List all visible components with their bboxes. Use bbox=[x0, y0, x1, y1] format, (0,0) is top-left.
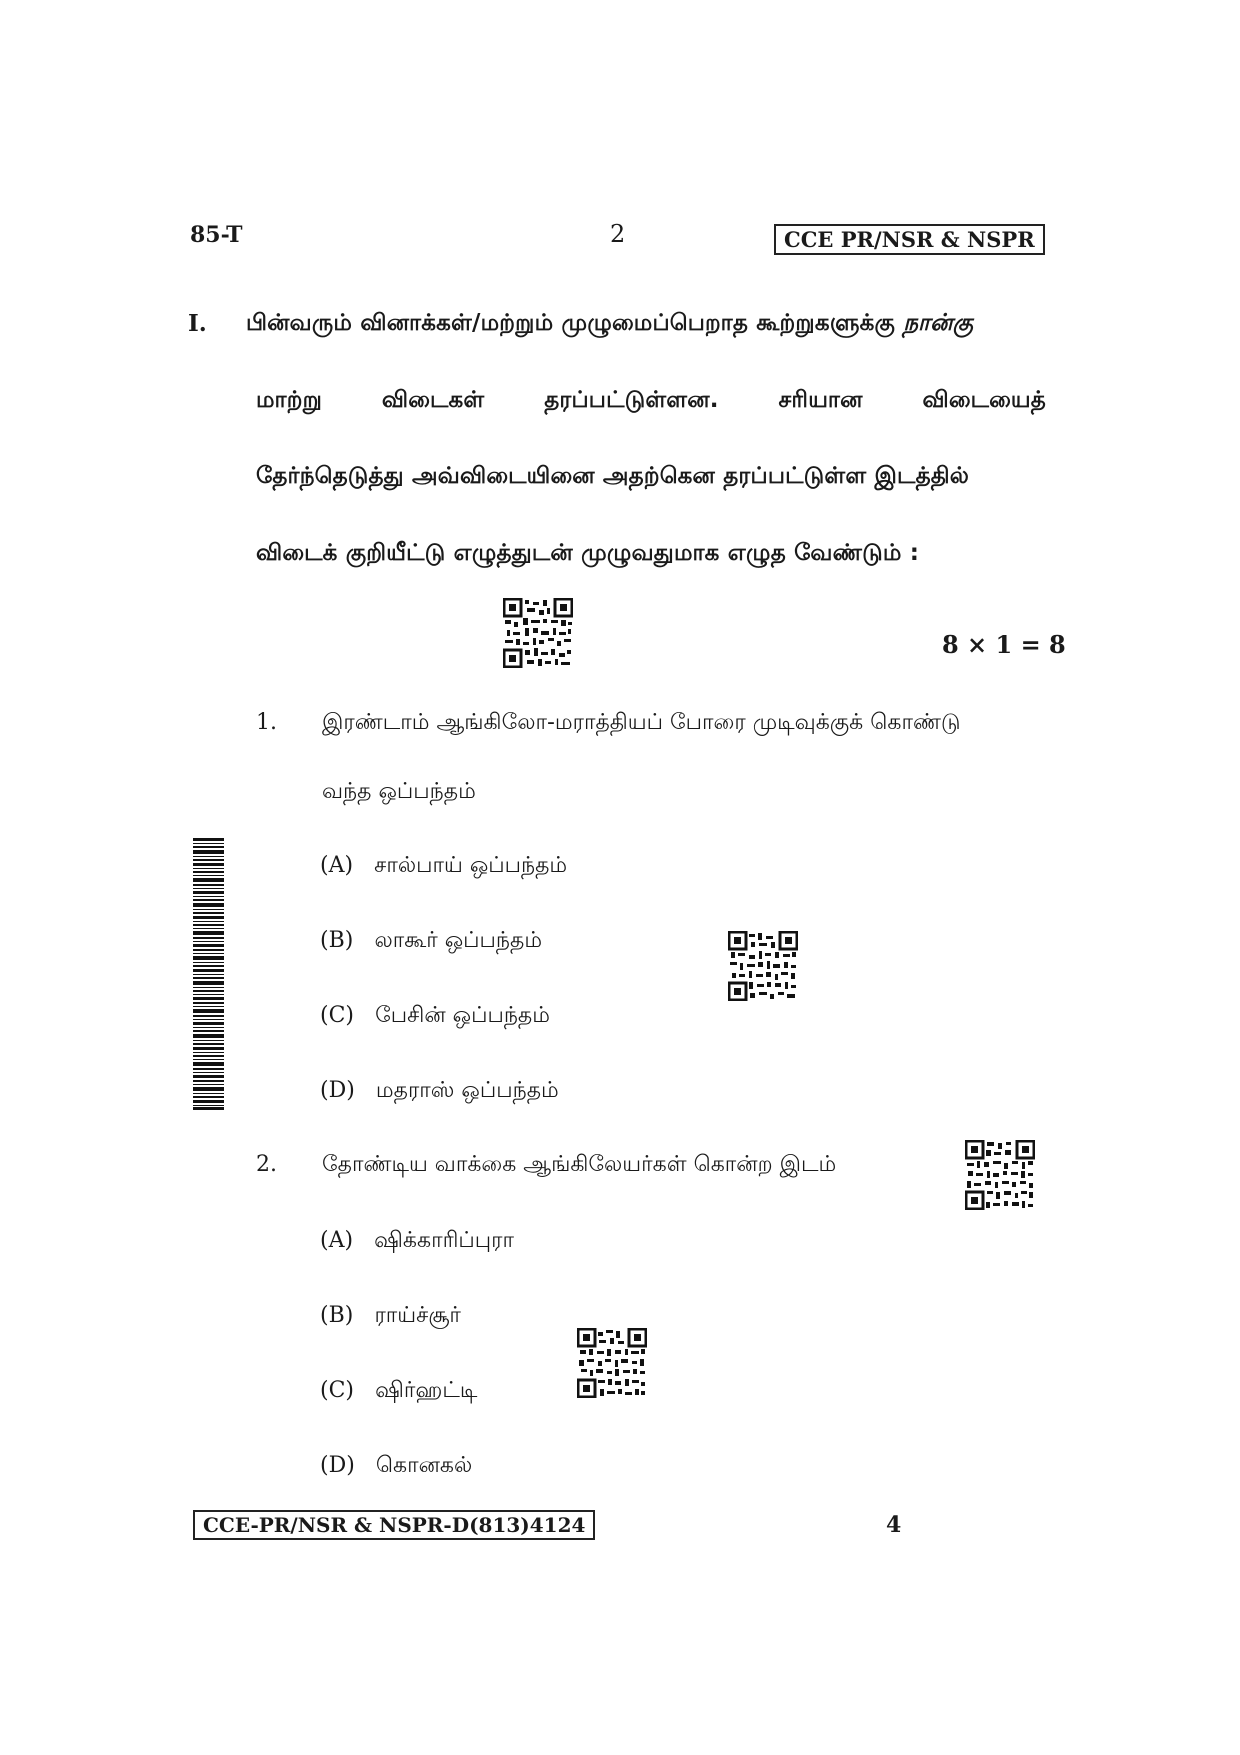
instruction-line-4: விடைக் குறியீட்டு எழுத்துடன் முழுவதுமாக எழுத வேண்டும் : bbox=[256, 540, 920, 566]
question-1-text-line-2: வந்த ஒப்பந்தம் bbox=[322, 779, 476, 804]
option-text: பேசின் ஒப்பந்தம் bbox=[375, 1003, 550, 1028]
question-1-number: 1. bbox=[256, 710, 277, 735]
qr-code-icon bbox=[503, 598, 573, 668]
instruction-emphasis: நான்கு bbox=[903, 310, 974, 336]
footer-code: CCE-PR/NSR & NSPR-D(813)4124 bbox=[193, 1510, 595, 1540]
option-text: ராய்ச்சூர் bbox=[374, 1303, 461, 1328]
qr-code-icon bbox=[577, 1328, 647, 1398]
instruction-word: தரப்பட்டுள்ளன. bbox=[544, 387, 719, 413]
section-roman-numeral: I. bbox=[188, 310, 207, 337]
instruction-line-2 bbox=[256, 387, 1046, 416]
option-text: கொனகல் bbox=[375, 1453, 473, 1478]
footer-number: 4 bbox=[886, 1512, 902, 1538]
option-letter: (C) bbox=[320, 1003, 354, 1028]
option-text: ஷிர்ஹட்டி bbox=[375, 1378, 478, 1403]
option-letter: (A) bbox=[320, 853, 354, 878]
option-letter: (B) bbox=[320, 1303, 354, 1328]
instruction-word: சரியான bbox=[778, 387, 863, 413]
instruction-line-3: தேர்ந்தெடுத்து அவ்விடையினை அதற்கென தரப்பட்டுள்ள இடத்தில் bbox=[256, 463, 970, 489]
question-1-option-c[interactable] bbox=[320, 1003, 550, 1031]
instruction-word: விடைகள் bbox=[381, 387, 485, 413]
header-right-code: CCE PR/NSR & NSPR bbox=[774, 224, 1045, 255]
option-letter: (A) bbox=[320, 1228, 354, 1253]
option-text: லாகூர் ஒப்பந்தம் bbox=[374, 928, 543, 953]
question-2-text-line-1: தோண்டிய வாக்கை ஆங்கிலேயர்கள் கொன்ற இடம் bbox=[322, 1152, 837, 1177]
option-text: ஷிக்காரிப்புரா bbox=[374, 1228, 514, 1253]
question-1-option-d[interactable] bbox=[320, 1078, 559, 1106]
question-2-option-b[interactable] bbox=[320, 1303, 461, 1331]
section-marks: 8 × 1 = 8 bbox=[942, 630, 1066, 659]
option-text: மதராஸ் ஒப்பந்தம் bbox=[375, 1078, 559, 1103]
question-2-number: 2. bbox=[256, 1152, 277, 1177]
question-1-option-b[interactable] bbox=[320, 928, 542, 956]
option-letter: (B) bbox=[320, 928, 354, 953]
option-letter: (C) bbox=[320, 1378, 354, 1403]
option-letter: (D) bbox=[320, 1078, 355, 1103]
instruction-word: விடையைத் bbox=[922, 387, 1046, 413]
barcode-icon bbox=[193, 838, 224, 1110]
option-text: சால்பாய் ஒப்பந்தம் bbox=[374, 853, 568, 878]
instruction-line-1 bbox=[246, 310, 973, 339]
qr-code-icon bbox=[965, 1140, 1035, 1210]
instruction-line-1-text: பின்வரும் வினாக்கள்/மற்றும் முழுமைப்பெறாத கூற்றுகளுக்கு bbox=[246, 310, 896, 336]
header-left-code: 85-T bbox=[190, 222, 243, 248]
qr-code-icon bbox=[728, 931, 798, 1001]
question-2-option-d[interactable] bbox=[320, 1453, 472, 1481]
question-2-option-c[interactable] bbox=[320, 1378, 477, 1406]
instruction-word: மாற்று bbox=[256, 387, 323, 413]
option-letter: (D) bbox=[320, 1453, 355, 1478]
question-1-text-line-1: இரண்டாம் ஆங்கிலோ-மராத்தியப் போரை முடிவுக்குக் கொண்டு bbox=[322, 710, 961, 735]
question-2-option-a[interactable] bbox=[320, 1228, 514, 1256]
header-page-number: 2 bbox=[610, 220, 626, 248]
question-1-option-a[interactable] bbox=[320, 853, 567, 881]
